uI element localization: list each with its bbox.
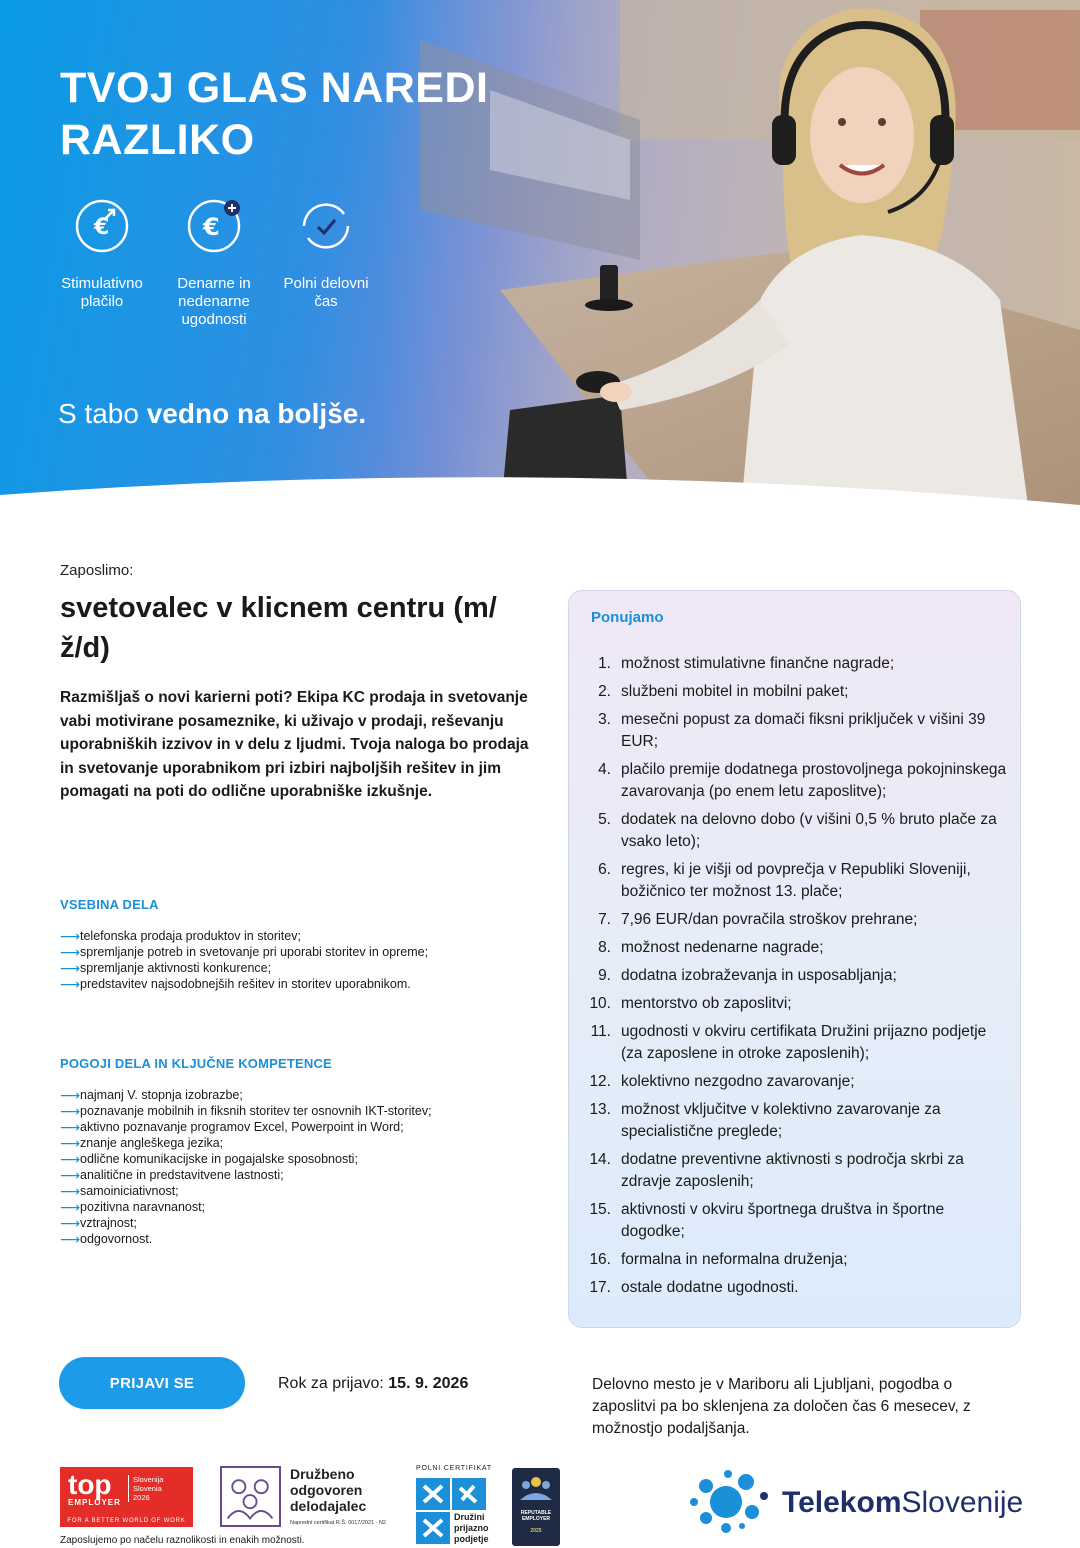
- requirements-list: [60, 1087, 432, 1247]
- offer-item: 17. ostale dodatne ugodnosti.: [589, 1279, 799, 1296]
- list-item: ⟶ spremljanje potreb in svetovanje pri uporabi storitev in opreme;: [60, 944, 429, 960]
- telekom-slovenije-logo: TelekomSlovenije: [686, 1466, 1026, 1538]
- arrow-right-icon: ⟶: [60, 944, 81, 960]
- offer-item: 5. dodatek na delovno dobo (v višini 0,5 % bruto plače za vsako leto);: [598, 811, 997, 850]
- work-content-list: [60, 928, 428, 992]
- svg-text:€: €: [203, 213, 220, 241]
- offer-item: 14. dodatne preventivne aktivnosti s področja skrbi za zdravje zaposlenih;: [589, 1151, 964, 1190]
- list-item: ⟶ odlične komunikacijske in pogajalske sposobnosti;: [60, 1151, 358, 1167]
- offer-item: 11. ugodnosti v okviru certifikata Družini prijazno podjetje (za zaposlene in otroke zaposlenih);: [590, 1023, 987, 1062]
- offer-item: 10. mentorstvo ob zaposlitvi;: [589, 995, 792, 1012]
- arrow-right-icon: ⟶: [60, 960, 81, 976]
- work-content-heading: VSEBINA DELA: [60, 897, 159, 912]
- telekom-dots-icon: [686, 1466, 776, 1538]
- requirements-heading: POGOJI DELA IN KLJUČNE KOMPETENCE: [60, 1056, 332, 1071]
- arrow-right-icon: ⟶: [60, 1167, 81, 1183]
- arrow-right-icon: ⟶: [60, 928, 81, 944]
- offer-item: 2. službeni mobitel in mobilni paket;: [598, 683, 849, 700]
- list-item: ⟶ poznavanje mobilnih in fiksnih storitev ter osnovnih IKT-storitev;: [60, 1103, 432, 1119]
- diversity-note: Zaposlujemo po načelu raznolikosti in enakih možnosti.: [60, 1535, 305, 1546]
- benefit-label: Denarne in nedenarne ugodnosti: [177, 275, 251, 328]
- location-note: Delovno mesto je v Mariboru ali Ljubljani, pogodba o zaposlitvi pa bo sklenjena za določen čas 6 mesecev, z možnostjo podaljšanja.: [592, 1376, 971, 1437]
- arrow-right-icon: ⟶: [60, 1135, 81, 1151]
- euro-plus-icon: [186, 198, 242, 254]
- list-item: ⟶ telefonska prodaja produktov in storitev;: [60, 928, 301, 944]
- svg-text:€: €: [94, 215, 110, 240]
- offers-list: [589, 653, 1009, 1305]
- euro-growth-icon: [74, 198, 130, 254]
- offer-item: 7. 7,96 EUR/dan povračila stroškov prehrane;: [598, 911, 918, 928]
- arrow-right-icon: ⟶: [60, 976, 81, 992]
- offer-item: 9. dodatna izobraževanja in usposabljanja;: [598, 967, 897, 984]
- tagline: S tabo vedno na boljše.: [58, 398, 367, 429]
- people-icon: [220, 1466, 281, 1527]
- offer-item: 1. možnost stimulativne finančne nagrade;: [598, 655, 895, 672]
- list-item: ⟶ aktivno poznavanje programov Excel, Powerpoint in Word;: [60, 1119, 404, 1135]
- offer-item: 16. formalna in neformalna druženja;: [589, 1251, 848, 1268]
- list-item: ⟶ najmanj V. stopnja izobrazbe;: [60, 1087, 243, 1103]
- list-item: ⟶ predstavitev najsodobnejših rešitev in storitev uporabnikom.: [60, 976, 411, 992]
- benefit-monetary: [164, 198, 264, 329]
- offer-item: 15. aktivnosti v okviru športnega društva in športne dogodke;: [589, 1201, 945, 1240]
- hero-title: TVOJ GLAS NAREDI RAZLIKO: [60, 64, 489, 164]
- arrow-right-icon: ⟶: [60, 1103, 81, 1119]
- apply-button[interactable]: PRIJAVI SE: [59, 1357, 245, 1409]
- people-group-icon: [512, 1468, 560, 1508]
- arrow-right-icon: ⟶: [60, 1119, 81, 1135]
- job-title: svetovalec v klicnem centru (m/ž/d): [60, 592, 497, 664]
- list-item: ⟶ analitične in predstavitvene lastnosti;: [60, 1167, 284, 1183]
- clock-check-icon: [298, 198, 354, 254]
- list-item: ⟶ vztrajnost;: [60, 1215, 137, 1231]
- offer-item: 4. plačilo premije dodatnega prostovoljnega pokojninskega zavarovanja (po enem letu zaposlitve);: [598, 761, 1007, 800]
- benefit-label: Stimulativno plačilo: [61, 275, 143, 310]
- application-deadline: Rok za prijavo: 15. 9. 2026: [278, 1375, 469, 1392]
- arrow-right-icon: ⟶: [60, 1087, 81, 1103]
- offer-item: 13. možnost vključitve v kolektivno zavarovanje za specialistične preglede;: [589, 1101, 941, 1140]
- benefit-label: Polni delovni čas: [283, 275, 369, 310]
- benefit-stimulative-pay: [52, 198, 152, 329]
- arrow-right-icon: ⟶: [60, 1215, 81, 1231]
- list-item: ⟶ odgovornost.: [60, 1231, 153, 1247]
- list-item: ⟶ spremljanje aktivnosti konkurence;: [60, 960, 272, 976]
- list-item: ⟶ samoiniciativnost;: [60, 1183, 179, 1199]
- arrow-right-icon: ⟶: [60, 1199, 81, 1215]
- offer-item: 3. mesečni popust za domači fiksni priključek v višini 39 EUR;: [598, 711, 986, 750]
- arrow-right-icon: ⟶: [60, 1231, 81, 1247]
- arrow-right-icon: ⟶: [60, 1151, 81, 1167]
- benefits-row: [52, 198, 376, 329]
- offers-heading: Ponujamo: [591, 609, 664, 626]
- list-item: ⟶ znanje angleškega jezika;: [60, 1135, 224, 1151]
- offers-panel: [568, 590, 1021, 1328]
- hire-label: Zaposlimo:: [60, 562, 134, 579]
- benefit-full-time: [276, 198, 376, 329]
- top-employer-logo: top EMPLOYER Slovenija Slovenia 2026 FOR A BETTER WORLD OF WORK: [60, 1467, 193, 1527]
- offer-item: 6. regres, ki je višji od povprečja v Republiki Sloveniji, božičnico ter možnost 13. plače;: [598, 861, 971, 900]
- job-intro: Razmišljaš o novi karierni poti? Ekipa KC prodaja in svetovanje vabi motivirane posameznike, ki uživajo v prodaji, reševanju uporabniških izzivov in v delu z ljudmi. Tvoja naloga bo prodaja in svetovanje uporabnikom pri izbiri najboljših rešitev in jim pomagati na poti do odlične uporabniške izkušnje.: [60, 689, 529, 800]
- arrow-right-icon: ⟶: [60, 1183, 81, 1199]
- hero-banner: [0, 0, 1080, 520]
- reputable-employer-badge: REPUTABLE EMPLOYER 2025: [512, 1468, 560, 1546]
- family-friendly-cert-logo: POLNI CERTIFIKAT Družini prijazno podjetje: [416, 1465, 492, 1544]
- offer-item: 12. kolektivno nezgodno zavarovanje;: [589, 1073, 855, 1090]
- list-item: ⟶ pozitivna naravnanost;: [60, 1199, 206, 1215]
- offer-item: 8. možnost nedenarne nagrade;: [598, 939, 824, 956]
